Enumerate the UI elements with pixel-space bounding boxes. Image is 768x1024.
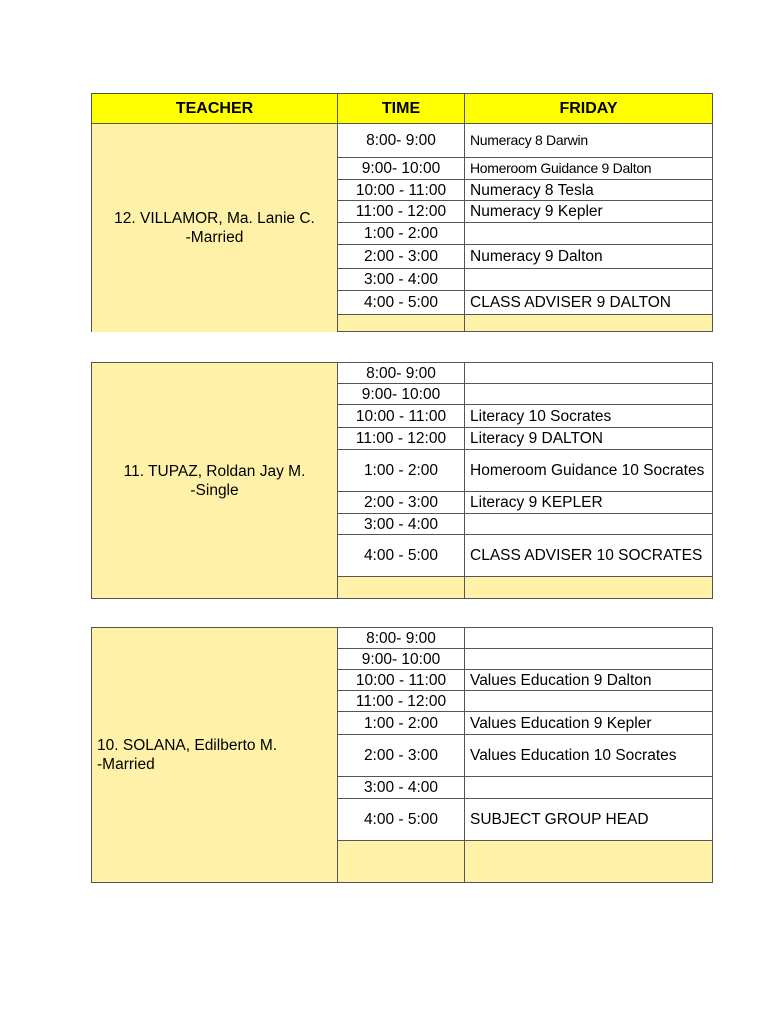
teacher-status: -Single [190, 481, 239, 499]
teacher-cell [92, 124, 338, 332]
time-cell: 11:00 - 12:00 [338, 428, 465, 450]
table-row [92, 124, 713, 158]
time-cell: 10:00 - 11:00 [338, 670, 465, 691]
teacher-status: -Married [185, 228, 244, 246]
header-row [92, 94, 713, 124]
subject-cell [465, 628, 713, 649]
blank-cell [338, 577, 465, 599]
subject-cell: Literacy 9 KEPLER [465, 492, 713, 514]
teacher-cell [92, 363, 338, 599]
blank-cell [465, 841, 713, 883]
time-cell: 3:00 - 4:00 [338, 777, 465, 799]
table-row [92, 363, 713, 384]
subject-cell [465, 223, 713, 245]
time-cell: 4:00 - 5:00 [338, 291, 465, 315]
schedule-table-villamor [91, 93, 713, 332]
subject-cell: Homeroom Guidance 10 Socrates [465, 450, 713, 492]
subject-cell: Values Education 10 Socrates [465, 735, 713, 777]
subject-cell: Numeracy 8 Darwin [465, 124, 713, 158]
time-cell: 2:00 - 3:00 [338, 245, 465, 269]
subject-cell: Values Education 9 Kepler [465, 712, 713, 735]
time-cell: 4:00 - 5:00 [338, 799, 465, 841]
subject-cell [465, 384, 713, 405]
time-cell: 1:00 - 2:00 [338, 223, 465, 245]
subject-cell [465, 269, 713, 291]
subject-cell: Literacy 9 DALTON [465, 428, 713, 450]
teacher-status: -Married [97, 756, 155, 773]
time-cell: 10:00 - 11:00 [338, 180, 465, 201]
table-row [92, 628, 713, 649]
time-cell: 9:00- 10:00 [338, 158, 465, 180]
subject-cell [465, 649, 713, 670]
time-cell: 8:00- 9:00 [338, 363, 465, 384]
teacher-name: 11. TUPAZ, Roldan Jay M. [123, 462, 306, 480]
time-cell: 9:00- 10:00 [338, 649, 465, 670]
subject-cell: Numeracy 9 Kepler [465, 201, 713, 223]
subject-cell [465, 777, 713, 799]
subject-cell: Values Education 9 Dalton [465, 670, 713, 691]
subject-cell [465, 363, 713, 384]
time-cell: 2:00 - 3:00 [338, 735, 465, 777]
header-teacher: TEACHER [92, 94, 338, 124]
time-cell: 9:00- 10:00 [338, 384, 465, 405]
blank-cell [338, 315, 465, 332]
time-cell: 11:00 - 12:00 [338, 691, 465, 712]
time-cell: 11:00 - 12:00 [338, 201, 465, 223]
subject-cell [465, 691, 713, 712]
teacher-cell [92, 628, 338, 883]
schedule-table-tupaz [91, 362, 713, 599]
time-cell: 2:00 - 3:00 [338, 492, 465, 514]
blank-cell [465, 577, 713, 599]
subject-cell: CLASS ADVISER 9 DALTON [465, 291, 713, 315]
time-cell: 8:00- 9:00 [338, 628, 465, 649]
header-time: TIME [338, 94, 465, 124]
blank-cell [465, 315, 713, 332]
blank-cell [338, 841, 465, 883]
schedule-table-solana [91, 627, 713, 883]
subject-cell: CLASS ADVISER 10 SOCRATES [465, 535, 713, 577]
time-cell: 4:00 - 5:00 [338, 535, 465, 577]
time-cell: 10:00 - 11:00 [338, 405, 465, 428]
subject-cell: Numeracy 9 Dalton [465, 245, 713, 269]
subject-cell: Homeroom Guidance 9 Dalton [465, 158, 713, 180]
subject-cell: Literacy 10 Socrates [465, 405, 713, 428]
time-cell: 1:00 - 2:00 [338, 712, 465, 735]
time-cell: 1:00 - 2:00 [338, 450, 465, 492]
time-cell: 8:00- 9:00 [338, 124, 465, 158]
header-friday: FRIDAY [465, 94, 713, 124]
teacher-name: 10. SOLANA, Edilberto M. [97, 737, 278, 754]
time-cell: 3:00 - 4:00 [338, 269, 465, 291]
teacher-name: 12. VILLAMOR, Ma. Lanie C. [114, 209, 315, 227]
time-cell: 3:00 - 4:00 [338, 514, 465, 535]
subject-cell [465, 514, 713, 535]
subject-cell: Numeracy 8 Tesla [465, 180, 713, 201]
subject-cell: SUBJECT GROUP HEAD [465, 799, 713, 841]
